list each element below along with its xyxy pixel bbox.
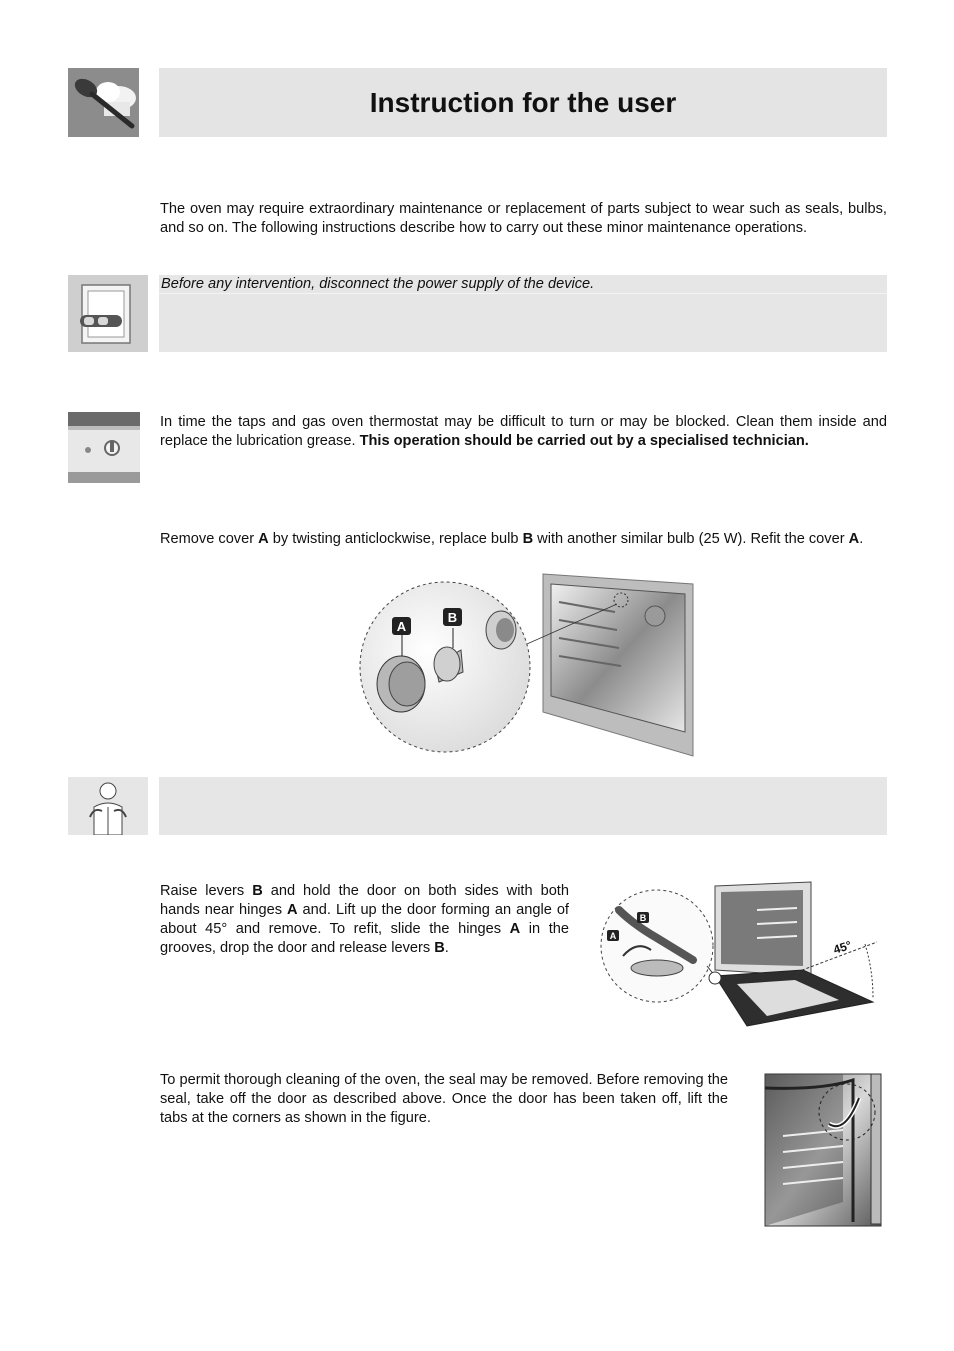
page-title-band bbox=[159, 68, 887, 137]
chef-spoon-icon bbox=[68, 68, 139, 137]
technician-icon bbox=[68, 777, 148, 835]
bulb-replacement-figure bbox=[355, 572, 695, 757]
bulb-paragraph: Remove cover A by twisting anticlockwise, replace bulb B with another similar bulb (25 W). Refit the cover A. bbox=[160, 531, 864, 547]
angle-label: 45° bbox=[831, 937, 854, 957]
page-title: Instruction for the user bbox=[369, 86, 677, 118]
door-paragraph: Raise levers B and hold the door on both sides with both hands near hinges A and. Lift up the door forming an angle of about 45° and remove. To refit, slide the hinges A in the grooves, drop the door and release levers B. bbox=[160, 883, 569, 956]
seal-removal-figure bbox=[763, 1072, 887, 1230]
warning-band bbox=[159, 275, 887, 352]
taps-paragraph: In time the taps and gas oven thermostat may be difficult to turn or may be blocked. Clean them inside and replace the lubrication grease. This operation should be carried out by a specialised technician. bbox=[160, 414, 887, 449]
door-label-a: A bbox=[609, 931, 617, 941]
figure-label-b: B bbox=[447, 610, 458, 625]
figure-label-a: A bbox=[396, 619, 407, 634]
warning-text: Before any intervention, disconnect the power supply of the device. bbox=[161, 276, 595, 292]
technician-band bbox=[159, 777, 887, 835]
door-label-b: B bbox=[639, 913, 647, 923]
door-removal-figure bbox=[597, 880, 889, 1028]
oven-knob-icon bbox=[68, 412, 140, 483]
power-socket-icon bbox=[68, 275, 148, 352]
seal-paragraph: To permit thorough cleaning of the oven, the seal may be removed. Before removing the seal, take off the door as described above. Once the door has been taken off, lift the tabs at the corners as shown in the figure. bbox=[160, 1072, 728, 1126]
intro-paragraph: The oven may require extraordinary maintenance or replacement of parts subject to wear such as seals, bulbs, and so on. The following instructions describe how to carry out these minor maintenance operations. bbox=[160, 201, 887, 236]
